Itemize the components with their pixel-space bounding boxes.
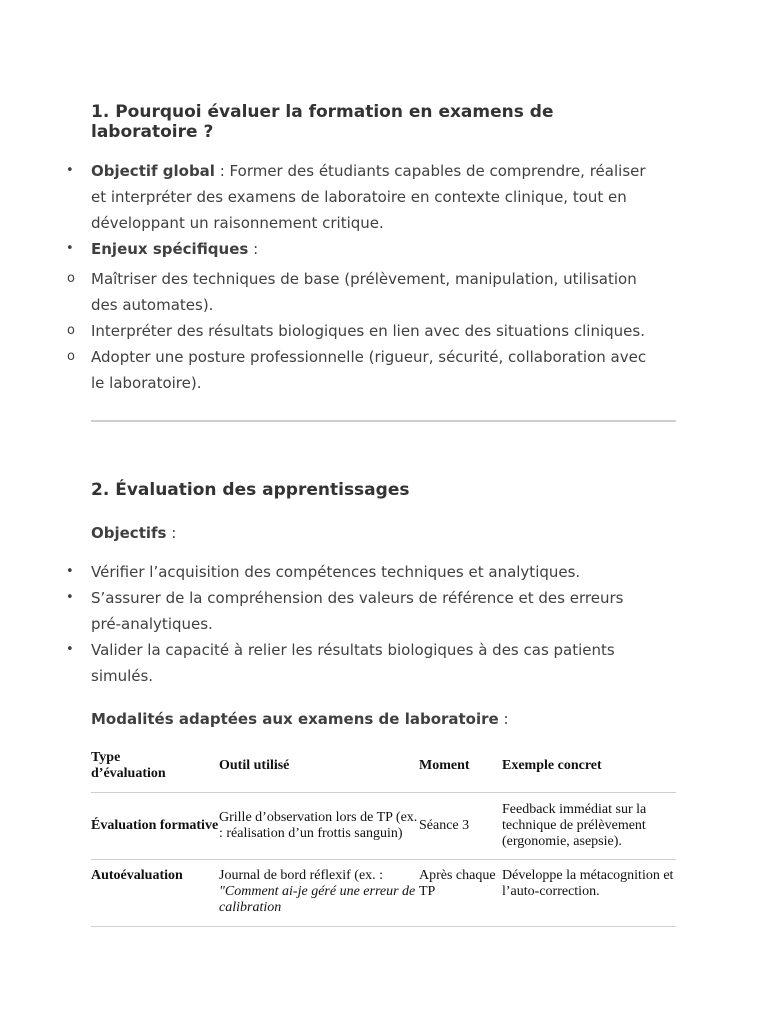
sub-bullet-marker: o — [67, 349, 75, 364]
bullet-marker: • — [66, 642, 74, 657]
objectifs-label: Objectifs — [91, 524, 167, 542]
objectifs-item: Vérifier l’acquisition des compétences techniques et analytiques. — [91, 563, 581, 581]
cell-type: Autoévaluation — [91, 867, 183, 883]
objectifs-item: S’assurer de la compréhension des valeurs de référence et des erreurs pré-analytiques. — [91, 589, 624, 633]
bullet-marker: • — [66, 590, 74, 605]
section1-title — [91, 102, 554, 142]
enjeux-specifiques-label: Enjeux spécifiques — [91, 240, 249, 258]
cell-exemple: Développe la métacognition et l’auto-correction. — [502, 867, 674, 899]
cell-type: Évaluation formative — [91, 817, 219, 833]
sub-bullet-item: Adopter une posture professionnelle (rigueur, sécurité, collaboration avec le laboratoire). — [91, 348, 647, 392]
cell-outil: Journal de bord réflexif (ex. : "Comment ai-je géré une erreur de calibration — [219, 867, 416, 915]
objectif-global-line2: et interpréter des examens de laboratoire en contexte clinique, tout en — [91, 188, 627, 206]
section2-title: 2. Évaluation des apprentissages — [91, 480, 410, 500]
cell-exemple: Feedback immédiat sur la technique de prélèvement (ergonomie, asepsie). — [502, 801, 647, 849]
objectif-global-label: Objectif global — [91, 162, 215, 180]
sub-bullet-marker: o — [67, 271, 75, 286]
objectif-global-line1: Former des étudiants capables de comprendre, réaliser — [229, 162, 646, 180]
table-row — [91, 859, 676, 926]
cell-moment: Séance 3 — [419, 817, 470, 833]
header-type: Type d’évaluation — [91, 750, 166, 782]
evaluation-table — [91, 741, 676, 927]
objectifs-heading: Objectifs : — [91, 524, 177, 542]
sub-bullet-item: Maîtriser des techniques de base (prélèvement, manipulation, utilisation des automates). — [91, 270, 637, 314]
modalites-label: Modalités adaptées aux examens de laboratoire — [91, 710, 499, 728]
header-moment: Moment — [419, 758, 470, 774]
cell-outil: Grille d’observation lors de TP (ex. : réalisation d’un frottis sanguin) — [219, 809, 418, 841]
sub-bullet-item: Interpréter des résultats biologiques en lien avec des situations cliniques. — [91, 322, 645, 340]
modalites-heading: Modalités adaptées aux examens de laboratoire : — [91, 710, 509, 728]
objectifs-item: Valider la capacité à relier les résultats biologiques à des cas patients simulés. — [91, 641, 615, 685]
header-outil: Outil utilisé — [219, 758, 290, 774]
enjeux-specifiques-item: Enjeux spécifiques : — [91, 240, 259, 258]
cell-moment: Après chaque TP — [419, 867, 496, 899]
header-exemple: Exemple concret — [502, 758, 602, 774]
section1-title-line1: 1. Pourquoi évaluer la formation en examens de — [91, 102, 554, 122]
table-row — [91, 792, 676, 859]
bullet-marker: • — [66, 564, 74, 579]
objectif-global-item: Objectif global : Former des étudiants capables de comprendre, réaliser et interpréter des examens de laboratoire en contexte clinique, tout en développant un raisonnement critique. — [91, 162, 646, 232]
table-header-row — [91, 741, 676, 792]
objectif-global-line3: développant un raisonnement critique. — [91, 214, 384, 232]
bullet-marker: • — [66, 163, 74, 178]
bullet-marker: • — [66, 241, 74, 256]
section-divider — [91, 420, 676, 422]
section1-title-line2: laboratoire ? — [91, 122, 214, 142]
sub-bullet-marker: o — [67, 323, 75, 338]
